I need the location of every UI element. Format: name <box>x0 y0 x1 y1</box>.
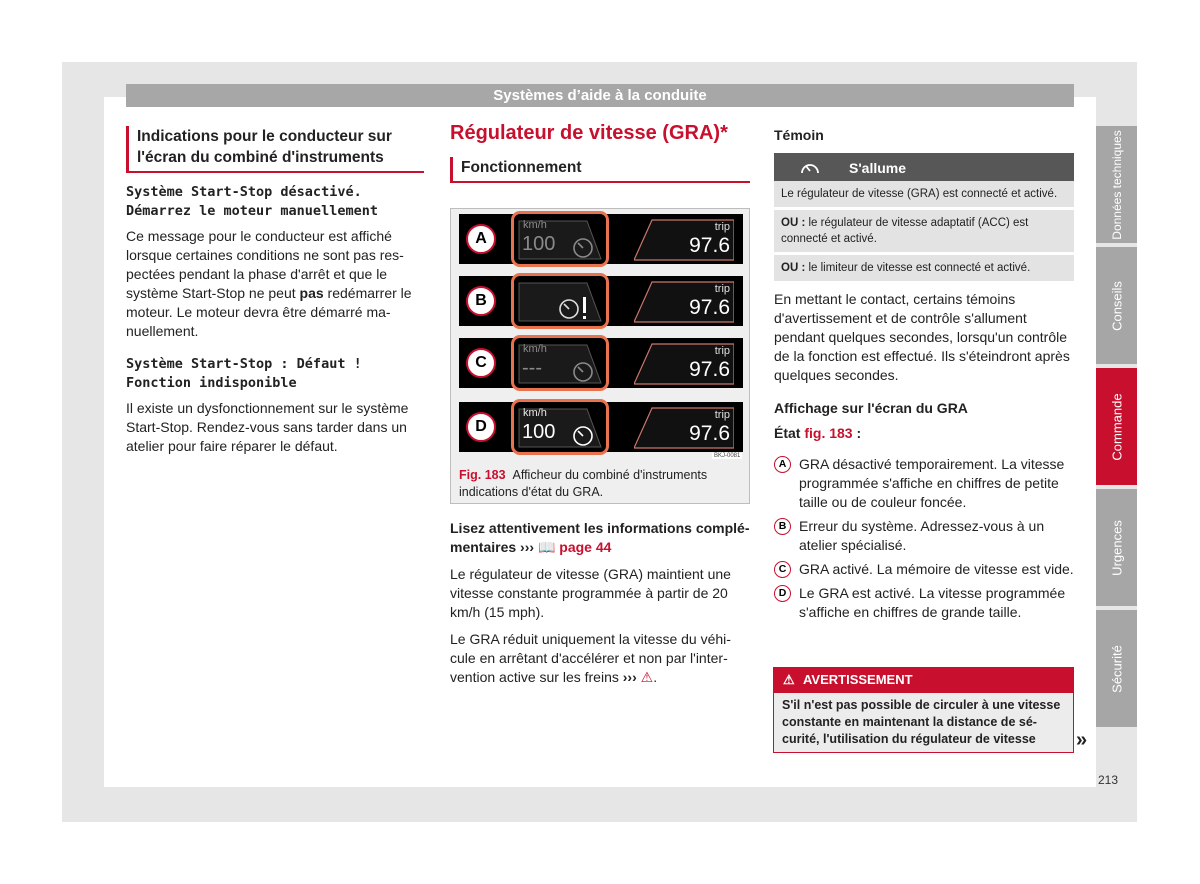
trip-value: 97.6 <box>689 296 730 319</box>
page-number: 213 <box>1098 773 1119 787</box>
item-letter: C <box>774 561 791 578</box>
trip-text <box>634 280 734 324</box>
row-text: le régulateur de vitesse adaptatif (ACC) est connecté et activé. <box>781 217 1029 245</box>
trip-text <box>634 218 734 262</box>
figure-caption <box>459 467 747 501</box>
row-text: le limiteur de vitesse est connecté et activé. <box>805 262 1031 274</box>
item-text: GRA désactivé temporairement. La vitesse programmée s'affiche en chiffres de petite taille ou de couleur foncée. <box>799 456 1065 510</box>
item-text: Erreur du système. Adressez-vous à un atelier spécialisé. <box>799 518 1045 553</box>
trip-text <box>634 406 734 450</box>
speedometer-error-icon <box>517 279 603 323</box>
speed-unit: km/h <box>523 219 547 231</box>
item-letter: A <box>774 456 791 473</box>
tab-label: Sécurité <box>1109 644 1124 693</box>
trip-label: trip <box>714 221 730 233</box>
list-item <box>774 560 1074 579</box>
tab-label: Commande <box>1109 392 1124 461</box>
fonctionnement-subtitle: Fonctionnement <box>450 157 750 183</box>
figure-caption-text: Afficheur du combiné d'instruments indications d'état du GRA. <box>459 468 708 499</box>
trip-label: trip <box>714 409 730 421</box>
table-row <box>774 181 1074 209</box>
trip-text <box>634 342 734 386</box>
book-icon: 📖 <box>537 539 556 555</box>
paragraph-2-text: Le GRA réduit uniquement la vitesse du véhicule en arrêtant d'accélérer et non par l'intervention active sur les freins <box>450 631 731 685</box>
trip-value: 97.6 <box>689 422 730 445</box>
temoin-title: Témoin <box>774 127 824 143</box>
table-row <box>774 209 1074 254</box>
trip-label: trip <box>714 345 730 357</box>
tab-label: Données techniques <box>1109 129 1124 240</box>
left-column <box>126 126 424 464</box>
page-link[interactable]: page 44 <box>559 539 612 555</box>
tab-urgences[interactable] <box>1096 489 1137 606</box>
tab-label: Urgences <box>1109 519 1124 576</box>
speed-unit: km/h <box>523 343 547 355</box>
display-panel-b <box>459 276 743 326</box>
message-text-2: Il existe un dysfonctionnement sur le système Start-Stop. Rendez-vous sans tarder dans un atelier pour faire réparer le défaut. <box>126 400 409 454</box>
etat-colon: : <box>852 425 862 441</box>
trip-label: trip <box>714 283 730 295</box>
middle-column <box>450 124 750 183</box>
gra-title: Régulateur de vitesse (GRA)* <box>450 122 728 144</box>
display-panel-c <box>459 338 743 388</box>
chapter-header: Systèmes d’aide à la conduite <box>126 84 1074 107</box>
display-panel-a <box>459 214 743 264</box>
tab-commande[interactable] <box>1096 368 1137 485</box>
right-paragraph: En mettant le contact, certains témoins d'avertissement et de contrôle s'allument pendant quelques secondes, lorsqu'un contrôle de la fonction est effectué. Ils s'éteindront après quelques secondes. <box>774 291 1070 383</box>
speedometer-icon <box>799 158 821 181</box>
warning-header <box>773 667 1074 693</box>
continue-icon: » <box>1076 729 1088 751</box>
paragraph-2: Le GRA réduit uniquement la vitesse du véhicule en arrêtant d'accélérer et non par l'intervention active sur les freins ››› ⚠. <box>450 631 731 685</box>
list-item <box>774 455 1074 512</box>
warning-title: AVERTISSEMENT <box>803 672 913 687</box>
warning-triangle-icon: ⚠ <box>783 672 795 687</box>
read-more <box>450 519 750 557</box>
list-item <box>774 517 1074 555</box>
item-text: Le GRA est activé. La vitesse programmée s'affiche en chiffres de grande taille. <box>799 585 1066 620</box>
paragraph-1: Le régulateur de vitesse (GRA) maintient une vitesse constante programmée à partir de 20 km/h (15 mph). <box>450 566 731 620</box>
right-column <box>774 126 1074 627</box>
temoin-header-label: S'allume <box>849 160 907 176</box>
paragraph-2-arrows: ››› <box>622 669 637 685</box>
table-cell <box>774 209 1074 254</box>
table-cell <box>774 181 1074 209</box>
temoin-table <box>774 181 1074 284</box>
tab-securite[interactable] <box>1096 610 1137 727</box>
display-title: Affichage sur l'écran du GRA <box>774 400 968 416</box>
message-title-1: Système Start-Stop désactivé. Démarrez le moteur manuellement <box>126 184 378 219</box>
warning-icon: ⚠ <box>640 669 654 685</box>
warning-box <box>773 667 1074 753</box>
message-text-1 <box>126 227 424 341</box>
speed-value: --- <box>522 357 542 379</box>
etat-label: État <box>774 425 801 441</box>
item-letter: B <box>774 518 791 535</box>
temoin-header <box>774 153 1074 181</box>
speed-value: 100 <box>522 421 556 443</box>
row-text: Le régulateur de vitesse (GRA) est connecté et activé. <box>781 188 1058 200</box>
tab-label: Conseils <box>1109 280 1124 331</box>
warning-text: S'il n'est pas possible de circuler à une vitesse constante en maintenant la distance de sécurité, l'utilisation du régulateur de vitesse <box>773 693 1074 753</box>
list-item <box>774 584 1074 622</box>
figure-label: Fig. 183 <box>459 468 506 482</box>
tab-conseils[interactable] <box>1096 247 1137 364</box>
table-cell <box>774 254 1074 283</box>
trip-value: 97.6 <box>689 234 730 257</box>
message-text-1-a: Ce message pour le conducteur est affiché lorsque certaines conditions ne sont pas respectées pendant la phase d'arrêt et que le système Start-Stop ne peut <box>126 228 404 301</box>
trip-value: 97.6 <box>689 358 730 381</box>
figure-code: BKJ-0081 <box>714 453 741 459</box>
figure-ref-link[interactable]: fig. 183 <box>804 425 853 441</box>
etat-line <box>774 424 1074 443</box>
message-text-1-b: redémarrer le moteur. Le moteur devra être démarré manuellement. <box>126 285 412 339</box>
panel-letter: D <box>466 412 496 442</box>
section-title: Indications pour le conducteur sur l'écran du combiné d'instruments <box>126 126 424 173</box>
read-more-arrows: ››› <box>520 539 535 555</box>
item-text: GRA activé. La mémoire de vitesse est vide. <box>799 561 1074 577</box>
panel-letter: B <box>466 286 496 316</box>
middle-text <box>450 519 750 695</box>
message-title-2: Système Start-Stop : Défaut ! Fonction indisponible <box>126 356 362 391</box>
message-text-1-bold: pas <box>299 285 324 301</box>
figure-183 <box>450 208 750 504</box>
read-more-text: Lisez attentivement les informations complémentaires <box>450 520 750 555</box>
item-letter: D <box>774 585 791 602</box>
speed-value: 100 <box>522 233 556 255</box>
display-panel-d <box>459 402 743 452</box>
row-bold: OU : <box>781 262 806 274</box>
speed-unit: km/h <box>523 407 547 419</box>
tab-donnees-techniques[interactable] <box>1096 126 1137 243</box>
panel-letter: C <box>466 348 496 378</box>
panel-letter: A <box>466 224 496 254</box>
table-row <box>774 254 1074 283</box>
row-bold: OU : <box>781 217 806 229</box>
